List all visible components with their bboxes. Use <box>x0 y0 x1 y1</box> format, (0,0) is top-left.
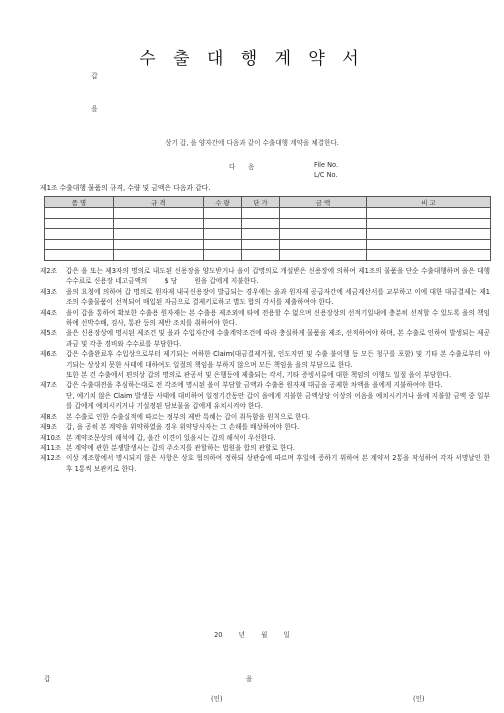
intro-sentence: 상기 갑, 을 양자간에 다음과 같이 수출대행 계약을 체결한다. <box>165 139 339 147</box>
header-remarks: 비 고 <box>367 197 491 208</box>
table-cell <box>367 239 491 250</box>
table-cell <box>45 229 114 240</box>
header-quantity: 수 량 <box>204 197 242 208</box>
party-eul-label: 을 <box>91 105 98 113</box>
table-cell <box>114 218 204 229</box>
clause-number: 제6조 <box>40 350 57 359</box>
goods-table <box>44 196 491 261</box>
header-amount: 금 액 <box>280 197 367 208</box>
table-row <box>45 208 491 219</box>
table-cell <box>204 218 242 229</box>
signature-eul-label: 을 <box>246 675 253 683</box>
article-1: 제1조 수출대행 물품의 규격, 수량 및 금액은 다음과 같다. <box>40 184 211 192</box>
clause-number: 제10조 <box>40 433 62 442</box>
table-cell <box>367 250 491 261</box>
table-cell <box>45 250 114 261</box>
table-cell <box>242 208 280 219</box>
table-cell <box>45 239 114 250</box>
table-row <box>45 239 491 250</box>
clause-number: 제11조 <box>40 443 62 452</box>
table-cell <box>242 250 280 261</box>
table-cell <box>242 229 280 240</box>
table-cell <box>280 239 367 250</box>
clause-number: 제12조 <box>40 454 62 463</box>
header-spec: 규 격 <box>114 197 204 208</box>
clause-item <box>40 308 490 329</box>
clauses-list <box>40 266 493 474</box>
clause-text: 또한 본 건 수출에서 편의상 갑의 명의로 관공서 및 은행등에 제출되는 각서, 기타 증빙서류에 대한 책임의 이행도 일절 을이 부담한다. <box>66 371 452 380</box>
table-cell <box>114 250 204 261</box>
clause-item <box>40 287 490 308</box>
clause-number: 제5조 <box>40 329 57 338</box>
table-cell <box>280 208 367 219</box>
clause-text: 본 계약에 관한 분쟁발생시는 갑의 주소지를 관할하는 법원을 합의 관할로 한다. <box>66 443 296 452</box>
table-cell <box>204 208 242 219</box>
header-item-name: 품 명 <box>45 197 114 208</box>
seal-left: (인) <box>211 695 223 703</box>
clause-text: 단, 예기치 않은 Claim 발생등 사태에 대비하여 일정기간동안 갑이 을에게 지불한 금액상당 이상의 어음을 예치시키거나 을에 지불할 금액 중 일부를 갑에게 예치시키거나 기설정된 담보물을 갑에게 유치시켜야 한다. <box>66 391 490 411</box>
clause-text: 이상 계조항에서 명시되지 않은 사항은 상호 협의하여 정하되 상관습에 따르며 후일에 증하기 위하여 본 계약서 2통을 작성하여 각자 서명날인 한 후 1통씩 보관키로 한다. <box>66 454 493 473</box>
party-gap-label: 갑 <box>91 72 98 80</box>
clause-text: 갑은 수출대전을 추심하는대로 전 각조에 명시된 을이 부담할 금액과 수출용 원자재 대금을 공제한 차액을 을에게 지불하여야 한다. <box>66 381 443 390</box>
clause-text: 본 수출로 인한 수출실적에 따르는 정부의 제반 특혜는 갑이 취득함을 원칙으로 한다. <box>66 412 311 421</box>
clause-item <box>40 328 490 349</box>
clause-item <box>40 412 490 422</box>
table-cell <box>114 229 204 240</box>
clause-item <box>40 380 490 390</box>
table-cell <box>45 208 114 219</box>
clause-text: 을은 신용장상에 명시된 제조건 및 을과 수입자간에 수출계약조건에 따라 충실하게 물품을 제조, 선적하여야 하며, 본 수출로 인하여 발생되는 제공과금 및 각종 경비와 수수료를 부담한다. <box>66 329 490 348</box>
header-unit-price: 단 가 <box>242 197 280 208</box>
table-cell <box>45 218 114 229</box>
table-cell <box>280 250 367 261</box>
date-line: 20 년 월 일 <box>214 631 290 639</box>
document-title: 수 출 대 행 계 약 서 <box>139 49 365 69</box>
clause-text: 본 계약조문상의 해석에 갑, 을간 이견이 있을시는 갑의 해석이 우선한다. <box>66 433 276 442</box>
table-row <box>45 218 491 229</box>
clause-item <box>40 391 490 412</box>
table-cell <box>367 229 491 240</box>
table-cell <box>367 208 491 219</box>
clause-item <box>40 370 490 380</box>
table-cell <box>204 229 242 240</box>
clause-number: 제8조 <box>40 412 57 421</box>
clause-text: 갑은 수출완료후 수입상으로부터 제기되는 여하한 Claim(대금결제거절, 인도지연 및 수출 불이행 등 모든 청구를 포함) 및 기타 본 수출로부터 야기되는 상상치 못한 사태에 대하여도 일절의 책임을 부하지 않으며 모든 책임을 을의 부담으로 한다. <box>66 350 490 369</box>
clause-number: 제4조 <box>40 308 57 317</box>
lc-no-label: L/C No. <box>314 171 338 179</box>
clause-text: 갑은 을 또는 제3자의 명의로 내도된 신용장을 양도받거나 을이 갑명의로 개설받은 신용장에 의하여 제1조의 물품을 단순 수출대행하며 을은 대행수수료로 신용장 네고금액의 $ 당 원을 갑에게 지불한다. <box>66 267 490 286</box>
clause-text: 을의 요청에 의하여 갑 명의로 원자재 내국신용장이 발급되는 경우에는 을과 원자재 공급자간에 세금계산서를 교부하고 이에 대한 대금결제는 제1조의 수출물품이 선적되어 매입된 자금으로 결제키로하고 별도 합의 각서를 제출하여야 한다. <box>66 287 490 307</box>
table-cell <box>204 250 242 261</box>
table-row <box>45 250 491 261</box>
clause-item <box>40 422 490 432</box>
clause-item <box>40 453 493 474</box>
table-cell <box>114 208 204 219</box>
file-no-label: File No. <box>314 161 339 169</box>
clause-number: 제3조 <box>40 287 57 296</box>
clause-number: 제2조 <box>40 267 57 275</box>
table-cell <box>204 239 242 250</box>
seal-right: (인) <box>413 695 425 703</box>
table-cell <box>280 218 367 229</box>
clause-text: 갑, 을 공히 본 계약을 위약하였을 경우 위약당사자는 그 손해를 배상하여야 한다. <box>66 423 300 432</box>
table-cell <box>242 218 280 229</box>
table-row <box>45 229 491 240</box>
goods-table-body <box>45 208 491 261</box>
clause-text: 을이 갑을 통하여 확보한 수출용 원자재는 본 수출용 제조외에 타에 전용할 수 없으며 신용장상의 선적기일내에 충분히 선적할 수 있도록 을의 책임하에 선박수배, 검사, 통관 등의 제반 조치를 취하여야 한다. <box>66 308 490 328</box>
table-cell <box>114 239 204 250</box>
clause-item <box>40 266 490 287</box>
clause-item <box>40 443 490 453</box>
reference-heading: 다 음 <box>229 163 255 171</box>
clause-number: 제9조 <box>40 423 57 432</box>
table-cell <box>367 218 491 229</box>
table-cell <box>280 229 367 240</box>
signature-gap-label: 갑 <box>44 675 51 683</box>
table-cell <box>242 239 280 250</box>
clause-item <box>40 349 490 370</box>
clause-number: 제7조 <box>40 381 57 390</box>
clause-item <box>40 433 490 443</box>
goods-table-header-row <box>45 197 491 208</box>
